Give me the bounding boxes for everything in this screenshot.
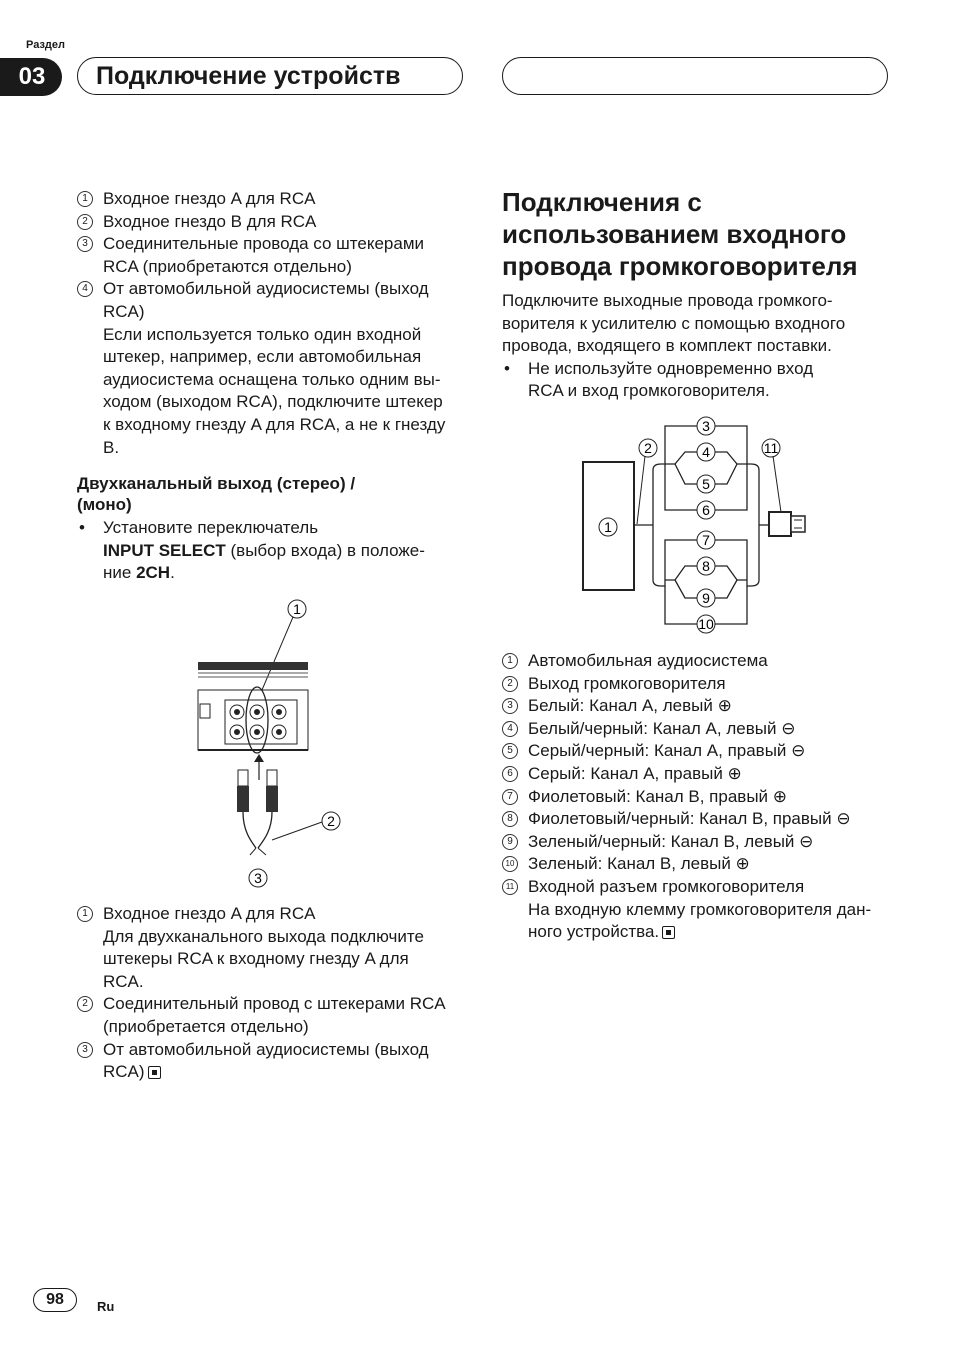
rca-connection-figure: [190, 590, 360, 895]
item-number: 2: [502, 676, 518, 692]
callout-3: 3: [702, 418, 710, 434]
callout-4: 4: [702, 444, 710, 460]
list-item: 3 Соединительные провода со штекерами RCA (приобретаются отдельно): [77, 233, 467, 278]
page-number: 98: [33, 1288, 77, 1312]
list-item: 3 Белый: Канал A, левый ⊕: [502, 695, 902, 718]
callout-6: 6: [702, 502, 710, 518]
item-number: 11: [502, 879, 518, 895]
item-number: 1: [77, 906, 93, 922]
language-code: Ru: [97, 1299, 115, 1314]
item-number: 7: [502, 789, 518, 805]
callout-1: 1: [293, 601, 301, 617]
item-number: 2: [77, 996, 93, 1012]
left-list-2: [77, 903, 467, 1084]
list-item: 1 Автомобильная аудиосистема: [502, 650, 902, 673]
right-heading: Подключения с использованием входного провода громкоговорителя: [502, 187, 858, 281]
item-number: 6: [502, 766, 518, 782]
list-item: 11 Входной разъем громкоговорителя На входную клемму громкоговорителя дан- ного устройства.: [502, 876, 902, 944]
item-number: 5: [502, 743, 518, 759]
list-item: 8 Фиолетовый/черный: Канал B, правый ⊖: [502, 808, 902, 831]
item-number: 4: [502, 721, 518, 737]
end-mark-icon: [662, 926, 675, 939]
right-list: [502, 650, 902, 944]
list-item: 2 Выход громкоговорителя: [502, 673, 902, 696]
right-intro: Подключите выходные провода громкого- ворителя к усилителю с помощью входного провода, входящего в комплект поставки. • Не используйте одновременно вход RCA и вход громкоговорителя.: [502, 290, 902, 403]
callout-3: 3: [254, 870, 262, 886]
callout-1: 1: [604, 519, 612, 535]
callout-7: 7: [702, 532, 710, 548]
list-item: 1 Входное гнездо A для RCA Для двухканального выхода подключите штекеры RCA к входному гнезду A для RCA.: [77, 903, 467, 993]
list-item: 7 Фиолетовый: Канал B, правый ⊕: [502, 786, 902, 809]
item-number: 8: [502, 811, 518, 827]
item-number: 10: [502, 856, 518, 872]
list-item: 10 Зеленый: Канал B, левый ⊕: [502, 853, 902, 876]
list-item: 9 Зеленый/черный: Канал B, левый ⊖: [502, 831, 902, 854]
list-item: 2 Соединительный провод с штекерами RCA (приобретается отдельно): [77, 993, 467, 1038]
item-number: 2: [77, 214, 93, 230]
callout-10: 10: [698, 616, 714, 632]
list-item: 2 Входное гнездо B для RCA: [77, 211, 467, 234]
item-number: 1: [502, 653, 518, 669]
list-item: 1 Входное гнездо A для RCA: [77, 188, 467, 211]
left-list-1: [77, 188, 467, 459]
callout-11: 11: [763, 440, 779, 456]
speaker-wiring-diagram: [575, 412, 825, 638]
callout-5: 5: [702, 476, 710, 492]
list-item: 5 Серый/черный: Канал A, правый ⊖: [502, 740, 902, 763]
section-label: Раздел: [26, 39, 65, 51]
section-title: Подключение устройств: [77, 57, 463, 95]
item-number: 9: [502, 834, 518, 850]
list-item: 4 От автомобильной аудиосистемы (выход RCA) Если используется только один входной штекер, например, если автомобильная аудиосистема оснащена только одним вы- ходом (выходом RCA), подключите штекер к входному гнезду A для RCA, а не к гнезду B.: [77, 278, 467, 459]
item-number: 1: [77, 191, 93, 207]
header-right-box: [502, 57, 888, 95]
list-item: 3 От автомобильной аудиосистемы (выход RCA): [77, 1039, 467, 1084]
subheading: Двухканальный выход (стерео) / (моно): [77, 474, 356, 514]
callout-2: 2: [327, 813, 335, 829]
left-bullet: • Установите переключатель INPUT SELECT (выбор входа) в положе- ние 2CH.: [77, 517, 467, 585]
item-number: 3: [77, 1042, 93, 1058]
item-number: 3: [77, 236, 93, 252]
item-number: 3: [502, 698, 518, 714]
list-item: 4 Белый/черный: Канал A, левый ⊖: [502, 718, 902, 741]
callout-8: 8: [702, 558, 710, 574]
list-item: 6 Серый: Канал A, правый ⊕: [502, 763, 902, 786]
item-number: 4: [77, 281, 93, 297]
callout-9: 9: [702, 590, 710, 606]
section-number-badge: 03: [0, 58, 62, 96]
end-mark-icon: [148, 1066, 161, 1079]
callout-2: 2: [644, 440, 652, 456]
